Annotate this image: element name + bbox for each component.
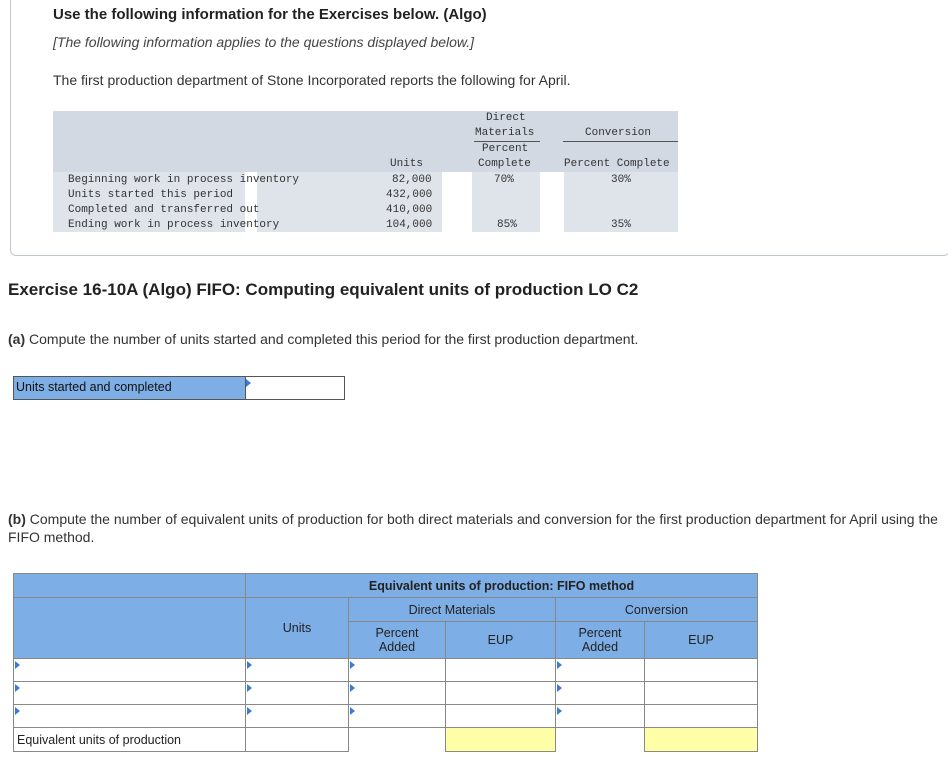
equivalent-units-table [13,573,758,752]
info-row-label: Beginning work in process inventory [68,174,300,186]
info-row-label: Ending work in process inventory [68,219,280,231]
eq-table-title: Equivalent units of production: FIFO method [246,574,758,598]
part-a-label: (a) [8,331,26,347]
eq-total-label: Equivalent units of production [14,728,246,752]
eq-conv-eup-cell [645,682,758,705]
eq-dm-pct-input[interactable] [349,705,446,728]
units-started-input-cell[interactable] [245,376,345,400]
eq-row-label-input[interactable] [14,705,246,728]
eq-input-row [14,705,758,728]
eq-col-conv-pct: Percent Added [556,622,645,659]
info-col-dm-pct1: Percent [482,143,529,155]
eq-conv-pct-input[interactable] [556,659,645,682]
info-row-dm: 85% [497,219,517,231]
eq-col-dm-pct: Percent Added [349,622,446,659]
info-row-label: Completed and transferred out [68,204,260,216]
eq-total-row [14,728,758,752]
info-row-units: 432,000 [386,189,433,201]
part-b-label: (b) [8,511,26,527]
eq-units-input[interactable] [246,682,349,705]
eq-conv-eup-cell [645,705,758,728]
eq-units-input[interactable] [246,705,349,728]
eq-total-units-cell [246,728,349,752]
eq-units-input[interactable] [246,659,349,682]
info-col-conversion: Conversion [585,127,652,139]
info-row-units: 104,000 [386,219,433,231]
info-row-units: 410,000 [386,204,433,216]
info-row-conv: 30% [611,174,631,186]
eq-input-row [14,682,758,705]
eq-row-label-input[interactable] [14,659,246,682]
part-b-text: Compute the number of equivalent units of production for both direct materials and conversion for the first production department for April using the FIFO method. [8,511,938,545]
info-note: [The following information applies to the questions displayed below.] [53,34,475,50]
info-col-conv-pct: Percent Complete [564,158,670,170]
info-intro: The first production department of Stone Incorporated reports the following for April. [53,72,571,88]
info-row-dm: 70% [494,174,514,186]
info-col-dm-line2: Materials [475,127,535,139]
eq-col-dm-eup: EUP [446,622,556,659]
eq-total-conv-eup [645,728,758,752]
info-row-label: Units started this period [68,189,234,201]
eq-conv-eup-cell [645,659,758,682]
units-started-input[interactable] [246,377,344,399]
eq-dm-eup-cell [446,659,556,682]
eq-dm-eup-cell [446,705,556,728]
eq-conv-header: Conversion [556,598,758,622]
eq-conv-pct-input[interactable] [556,682,645,705]
eq-dm-eup-cell [446,682,556,705]
eq-col-conv-eup: EUP [645,622,758,659]
units-started-label: Units started and completed [13,376,246,400]
eq-dm-pct-input[interactable] [349,659,446,682]
info-col-dm-line1: Direct [486,112,526,124]
info-row-conv: 35% [611,219,631,231]
eq-input-row [14,659,758,682]
info-col-dm-pct2: Complete [478,158,531,170]
part-a-text: Compute the number of units started and completed this period for the first production department. [29,331,639,347]
part-a-question [8,331,638,347]
info-row-units: 82,000 [392,174,432,186]
exercise-title: Exercise 16-10A (Algo) FIFO: Computing equivalent units of production LO C2 [8,280,639,299]
eq-dm-header: Direct Materials [349,598,556,622]
eq-conv-pct-input[interactable] [556,705,645,728]
info-heading: Use the following information for the Exercises below. (Algo) [53,6,487,23]
eq-dm-pct-input[interactable] [349,682,446,705]
part-b-question [8,510,943,546]
eq-total-dm-eup [446,728,556,752]
info-col-units: Units [390,158,424,170]
eq-col-units: Units [246,598,349,659]
eq-row-label-input[interactable] [14,682,246,705]
